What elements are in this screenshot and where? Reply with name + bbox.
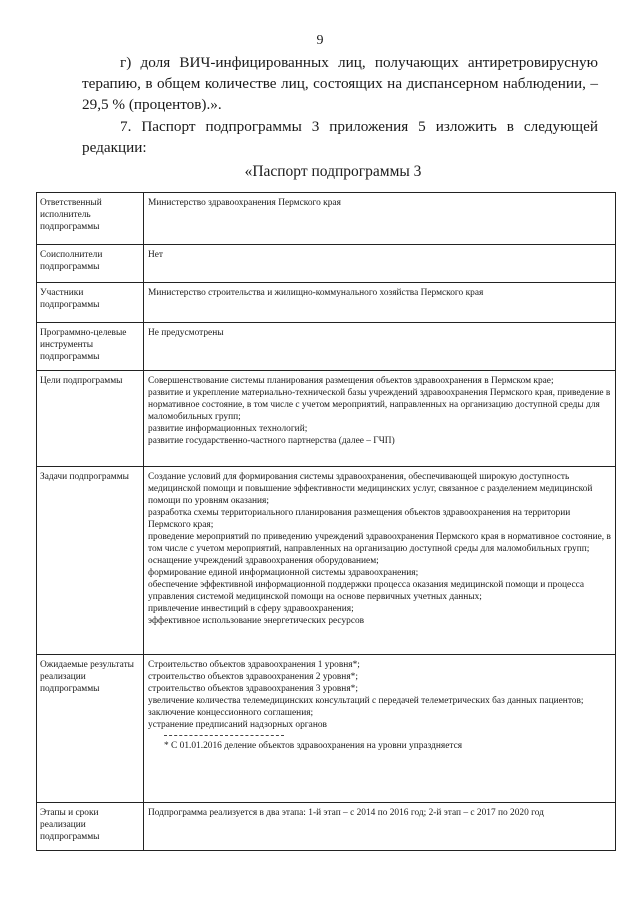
label-goals: Цели подпрограммы — [37, 371, 144, 467]
label-results: Ожидаемые результаты реализации подпрограммы — [37, 655, 144, 803]
page-number: 9 — [316, 33, 324, 48]
row-tasks — [37, 467, 616, 655]
task-item: проведение мероприятий по приведению учреждений здравоохранения Пермского края в нормативное состояние, в том числе с учетом мероприятий, направленных на организацию доступной среды для маломобильных групп; — [148, 532, 611, 554]
paragraph-7 — [82, 116, 598, 158]
goal-item: развитие информационных технологий; — [148, 424, 308, 434]
value-results — [144, 655, 616, 803]
value-tasks — [144, 467, 616, 655]
task-item: привлечение инвестиций в сферу здравоохранения; — [148, 604, 354, 614]
paragraph-g — [82, 52, 598, 115]
label-responsible: Ответственный исполнитель подпрограммы — [37, 193, 144, 245]
value-participants: Министерство строительства и жилищно-коммунального хозяйства Пермского края — [144, 283, 616, 323]
task-item: обеспечение эффективной информационной поддержки процесса оказания медицинской помощи и процесса управления системой медицинской помощи на основе первичных учетных данных; — [148, 580, 585, 602]
row-participants — [37, 283, 616, 323]
label-stages: Этапы и сроки реализации подпрограммы — [37, 803, 144, 851]
row-stages — [37, 803, 616, 851]
label-participants: Участники подпрограммы — [37, 283, 144, 323]
goal-item: развитие и укрепление материально-технической базы учреждений здравоохранения Пермского края, приведение в нормативное состояние, в том числе с учетом мероприятий, направленных на организацию доступной среды для маломобильных групп; — [148, 388, 611, 422]
value-instruments: Не предусмотрены — [144, 323, 616, 371]
paragraph-7-text: 7. Паспорт подпрограммы 3 приложения 5 изложить в следующей редакции: — [82, 118, 598, 156]
value-goals — [144, 371, 616, 467]
task-item: эффективное использование энергетических ресурсов — [148, 616, 365, 626]
task-item: оснащение учреждений здравоохранения оборудованием; — [148, 556, 379, 566]
goal-item: развитие государственно-частного партнерства (далее – ГЧП) — [148, 436, 395, 446]
result-item: устранение предписаний надзорных органов — [148, 720, 327, 730]
value-stages: Подпрограмма реализуется в два этапа: 1-й этап – с 2014 по 2016 год; 2-й этап – с 2017 по 2020 год — [144, 803, 616, 851]
row-coexecutors — [37, 245, 616, 283]
paragraph-g-text: г) доля ВИЧ-инфицированных лиц, получающих антиретровирусную терапию, в общем количестве лиц, состоящих на диспансерном наблюдении, – 29,5 % (процентов).». — [82, 54, 598, 113]
value-responsible: Министерство здравоохранения Пермского края — [144, 193, 616, 245]
label-tasks: Задачи подпрограммы — [37, 467, 144, 655]
value-coexecutors: Нет — [144, 245, 616, 283]
label-coexecutors: Соисполнители подпрограммы — [37, 245, 144, 283]
row-goals — [37, 371, 616, 467]
footnote: * С 01.01.2016 деление объектов здравоохранения на уровни упраздняется — [164, 741, 463, 751]
task-item: Создание условий для формирования системы здравоохранения, обеспечивающей широкую доступность медицинской помощи и повышение эффективности медицинских услуг, связанное с разделением медицинской помощи по уровням оказания; — [148, 472, 593, 506]
result-item: Строительство объектов здравоохранения 1 уровня*; — [148, 660, 360, 670]
goal-item: Совершенствование системы планирования размещения объектов здравоохранения в Пермском крае; — [148, 376, 554, 386]
result-item: увеличение количества телемедицинских консультаций с передачей телеметрических баз данных пациентов; — [148, 696, 584, 706]
passport-title: «Паспорт подпрограммы 3 — [244, 163, 422, 180]
result-item: строительство объектов здравоохранения 3 уровня*; — [148, 684, 358, 694]
task-item: разработка схемы территориального планирования размещения объектов здравоохранения на территории Пермского края; — [148, 508, 571, 530]
passport-table — [36, 192, 616, 851]
label-instruments: Программно-целевые инструменты подпрограммы — [37, 323, 144, 371]
row-instruments — [37, 323, 616, 371]
row-responsible — [37, 193, 616, 245]
task-item: формирование единой информационной системы здравоохранения; — [148, 568, 419, 578]
result-item: заключение концессионного соглашения; — [148, 708, 314, 718]
result-item: строительство объектов здравоохранения 2 уровня*; — [148, 672, 358, 682]
row-results — [37, 655, 616, 803]
footnote-separator — [164, 735, 284, 736]
